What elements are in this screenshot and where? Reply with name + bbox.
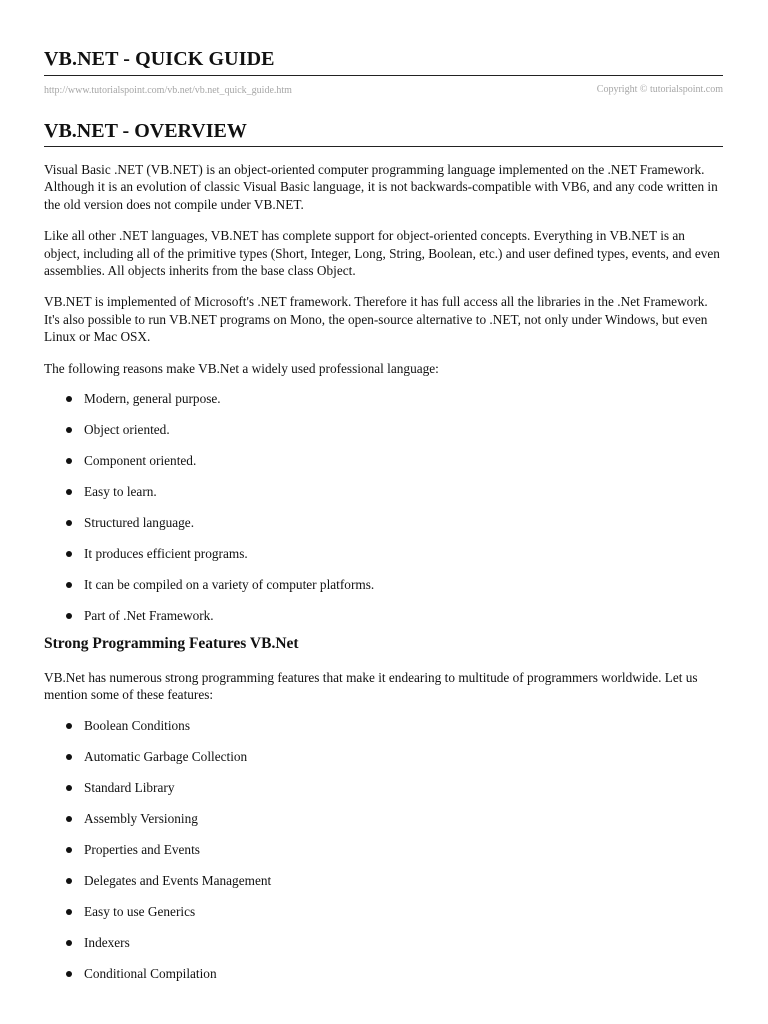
list-item-text: It produces efficient programs. — [84, 546, 248, 562]
bullet-icon — [66, 816, 72, 822]
bullet-icon — [66, 458, 72, 464]
header-meta — [44, 76, 723, 100]
list-item — [44, 421, 723, 452]
reasons-list — [44, 390, 723, 634]
list-item-text: Modern, general purpose. — [84, 391, 221, 407]
list-item-text: Structured language. — [84, 515, 195, 531]
list-item-text: Indexers — [84, 934, 130, 950]
bullet-icon — [66, 754, 72, 760]
list-item-text: Automatic Garbage Collection — [84, 748, 248, 764]
list-item — [44, 810, 723, 841]
list-item-text: Part of .Net Framework. — [84, 608, 214, 624]
list-item — [44, 903, 723, 934]
overview-paragraph: VB.NET is implemented of Microsoft's .NET framework. Therefore it has full access all the libraries in the .Net Framework. It's also possible to run VB.NET programs on Mono, the open-source alternative to .NET, not only under Windows, but even Linux or Mac OSX. — [44, 294, 708, 345]
overview-divider — [44, 146, 723, 147]
list-item-text: Assembly Versioning — [84, 810, 198, 826]
list-item — [44, 965, 723, 996]
list-item — [44, 452, 723, 483]
bullet-icon — [66, 520, 72, 526]
list-item — [44, 483, 723, 514]
reasons-intro: The following reasons make VB.Net a widely used professional language: — [44, 360, 439, 376]
bullet-icon — [66, 785, 72, 791]
bullet-icon — [66, 878, 72, 884]
list-item-text: Properties and Events — [84, 841, 200, 857]
list-item-text: Easy to use Generics — [84, 903, 196, 919]
bullet-icon — [66, 582, 72, 588]
bullet-icon — [66, 971, 72, 977]
list-item-text: Object oriented. — [84, 422, 170, 438]
bullet-icon — [66, 940, 72, 946]
features-list — [44, 717, 723, 996]
bullet-icon — [66, 489, 72, 495]
list-item-text: Boolean Conditions — [84, 717, 191, 733]
list-item — [44, 872, 723, 903]
source-url-link[interactable]: http://www.tutorialspoint.com/vb.net/vb.net_quick_guide.htm — [44, 85, 292, 96]
list-item — [44, 514, 723, 545]
list-item — [44, 607, 723, 634]
list-item — [44, 841, 723, 872]
bullet-icon — [66, 723, 72, 729]
list-item — [44, 934, 723, 965]
overview-heading: VB.NET - OVERVIEW — [44, 120, 247, 142]
list-item-text: Conditional Compilation — [84, 965, 217, 981]
list-item-text: Delegates and Events Management — [84, 872, 272, 888]
bullet-icon — [66, 551, 72, 557]
list-item-text: Component oriented. — [84, 453, 197, 469]
overview-paragraph: Visual Basic .NET (VB.NET) is an object-oriented computer programming language implemented on the .NET Framework. Although it is an evolution of classic Visual Basic language, it is not backwards-compatible with VB6, and any code written in the old version does not compile under VB.NET. — [44, 162, 718, 212]
list-item — [44, 717, 723, 748]
list-item — [44, 748, 723, 779]
list-item — [44, 779, 723, 810]
list-item — [44, 545, 723, 576]
overview-content — [44, 161, 723, 996]
list-item — [44, 576, 723, 607]
bullet-icon — [66, 847, 72, 853]
list-item-text: It can be compiled on a variety of computer platforms. — [84, 577, 375, 593]
list-item-text: Standard Library — [84, 779, 175, 795]
bullet-icon — [66, 396, 72, 402]
overview-paragraph: Like all other .NET languages, VB.NET has complete support for object-oriented concepts. Everything in VB.NET is an object, including all of the primitive types (Short, Integer, Long, String, Boolean, etc.) and user defined types, events, and even assemblies. All objects inherits from the base class Object. — [44, 228, 720, 279]
document-page — [44, 0, 723, 981]
bullet-icon — [66, 613, 72, 619]
bullet-icon — [66, 909, 72, 915]
list-item-text: Easy to learn. — [84, 484, 157, 500]
features-intro: VB.Net has numerous strong programming features that make it endearing to multitude of programmers worldwide. Let us mention some of these features: — [44, 670, 698, 703]
copyright-notice: Copyright © tutorialspoint.com — [596, 84, 723, 95]
page-title: VB.NET - QUICK GUIDE — [44, 48, 275, 70]
features-heading: Strong Programming Features VB.Net — [44, 635, 299, 653]
list-item — [44, 390, 723, 421]
bullet-icon — [66, 427, 72, 433]
